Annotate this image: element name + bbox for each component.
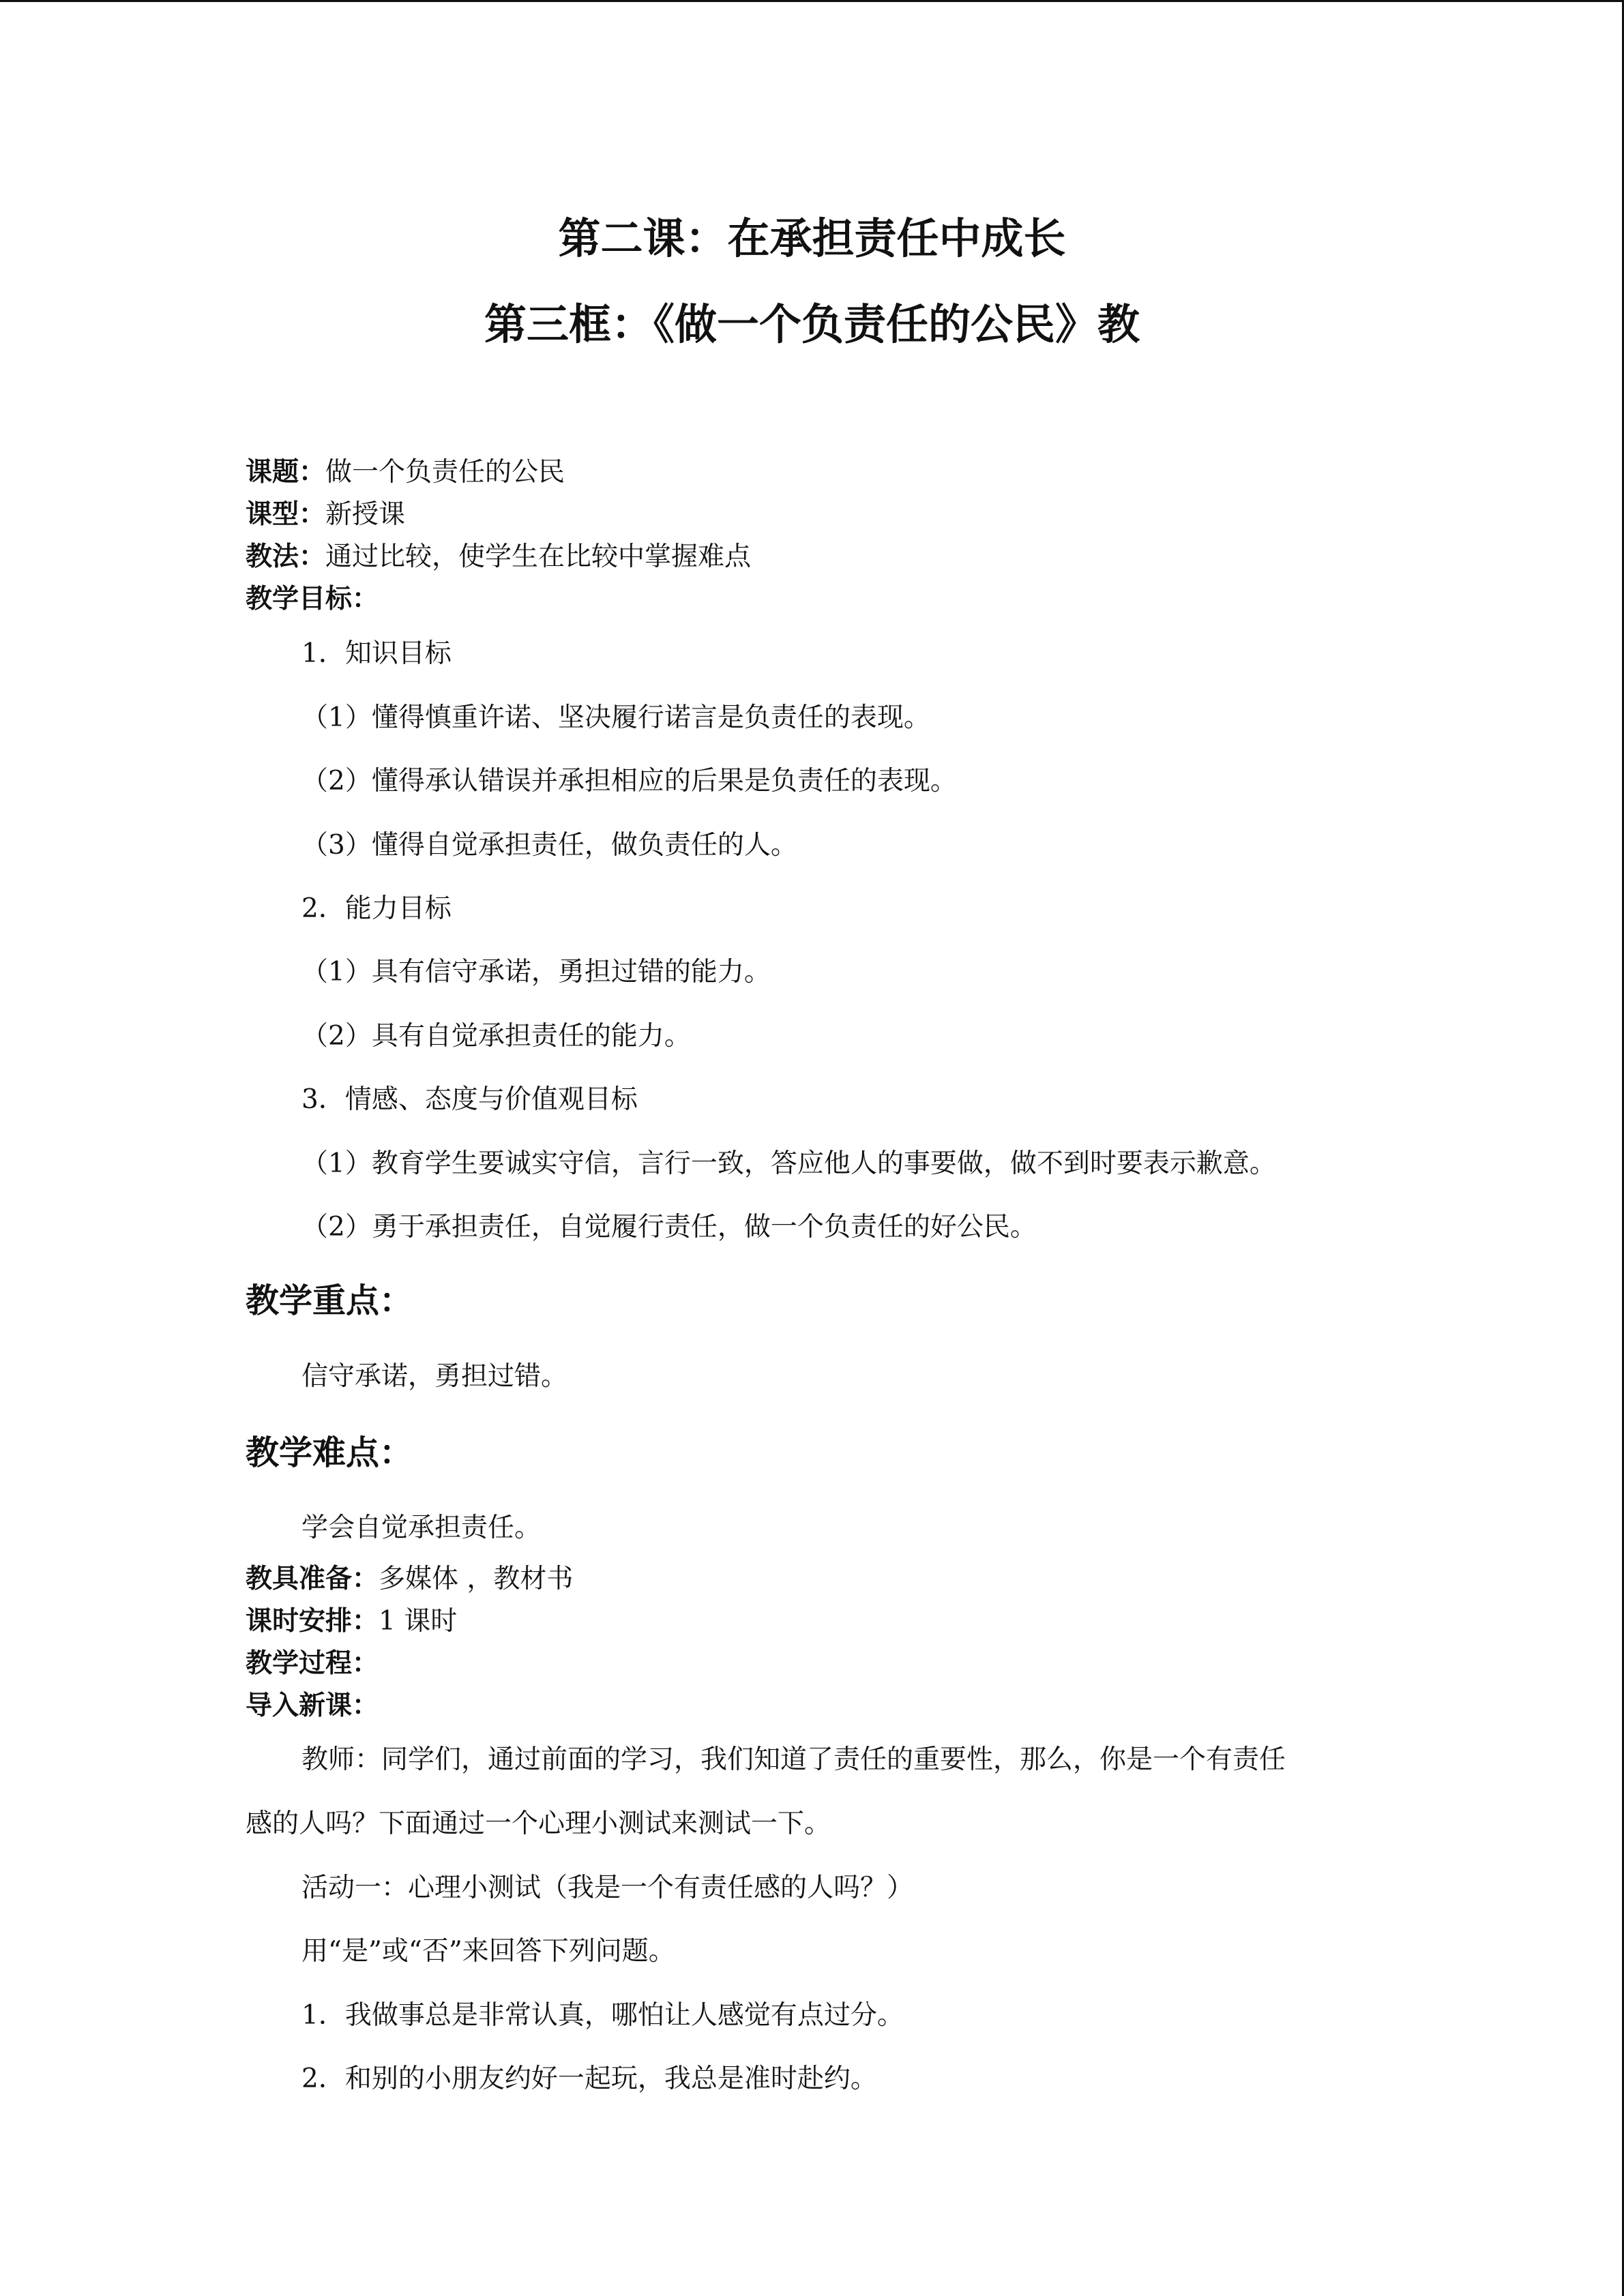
knowledge-goal-item: （1）懂得慎重许诺、坚决履行诺言是负责任的表现。: [301, 702, 930, 733]
question-item: 2．和别的小朋友约好一起玩，我总是准时赴约。: [301, 2063, 877, 2094]
section-title: 第三框：《做一个负责任的公民》教: [484, 299, 1140, 349]
lesson-title: 第二课：在承担责任中成长: [558, 213, 1066, 263]
type-line: [246, 497, 405, 533]
tools-line: [246, 1562, 573, 1597]
difficulty-heading: 教学难点：: [246, 1433, 413, 1472]
key-point-heading: 教学重点：: [246, 1281, 413, 1320]
method-label: 教法: [246, 541, 299, 572]
emotion-goal-heading: 3．情感、态度与价值观目标: [301, 1084, 638, 1115]
ability-goal-heading: 2．能力目标: [301, 893, 452, 924]
colon: ：: [299, 457, 326, 488]
key-point-text: 信守承诺，勇担过错。: [301, 1361, 568, 1392]
colon: ：: [299, 541, 326, 572]
intro-line: [246, 1688, 379, 1724]
colon: ：: [352, 584, 379, 614]
intro-paragraph-line-1: 教师：同学们，通过前面的学习，我们知道了责任的重要性，那么，你是一个有责任: [301, 1744, 1286, 1775]
tools-value: 多媒体 ，教材书: [379, 1564, 574, 1594]
colon: ：: [352, 1606, 379, 1637]
ability-goal-item: （1）具有信守承诺，勇担过错的能力。: [301, 957, 771, 987]
ability-goal-item: （2）具有自觉承担责任的能力。: [301, 1021, 691, 1052]
intro-label: 导入新课: [246, 1690, 353, 1721]
emotion-goal-item: （1）教育学生要诚实守信，言行一致，答应他人的事要做，做不到时要表示歉意。: [301, 1148, 1276, 1179]
type-label: 课型: [246, 499, 299, 530]
difficulty-text: 学会自觉承担责任。: [301, 1512, 542, 1543]
activity-title: 活动一：心理小测试（我是一个有责任感的人吗？）: [301, 1873, 914, 1903]
tools-label: 教具准备: [246, 1564, 353, 1594]
colon: ：: [299, 499, 326, 530]
goals-label: 教学目标: [246, 584, 353, 614]
colon: ：: [352, 1690, 379, 1721]
knowledge-goal-heading: 1．知识目标: [301, 638, 452, 669]
goals-line: [246, 582, 379, 617]
method-line: [246, 539, 751, 575]
colon: ：: [352, 1648, 379, 1679]
time-value: 1 课时: [379, 1606, 458, 1637]
method-value: 通过比较，使学生在比较中掌握难点: [325, 541, 752, 572]
process-line: [246, 1646, 379, 1682]
intro-paragraph-line-2: 感的人吗？下面通过一个心理小测试来测试一下。: [246, 1808, 831, 1839]
topic-value: 做一个负责任的公民: [325, 457, 565, 488]
colon: ：: [352, 1564, 379, 1594]
process-label: 教学过程: [246, 1648, 353, 1679]
activity-instruction: 用“是”或“否”来回答下列问题。: [301, 1936, 675, 1967]
knowledge-goal-item: （3）懂得自觉承担责任，做负责任的人。: [301, 830, 797, 861]
type-value: 新授课: [325, 499, 406, 530]
question-item: 1．我做事总是非常认真，哪怕让人感觉有点过分。: [301, 2000, 904, 2031]
time-line: [246, 1604, 457, 1639]
knowledge-goal-item: （2）懂得承认错误并承担相应的后果是负责任的表现。: [301, 766, 957, 796]
emotion-goal-item: （2）勇于承担责任，自觉履行责任，做一个负责任的好公民。: [301, 1212, 1037, 1242]
topic-line: [246, 455, 565, 490]
time-label: 课时安排: [246, 1606, 353, 1637]
topic-label: 课题: [246, 457, 299, 488]
